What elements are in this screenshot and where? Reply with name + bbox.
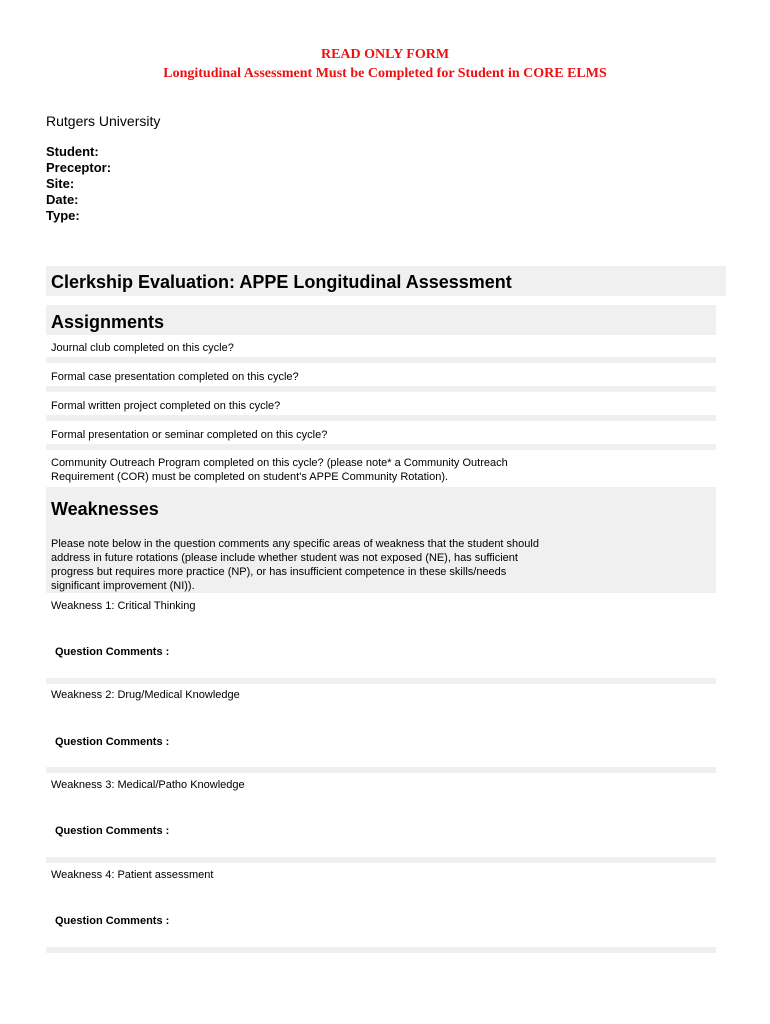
assignment-question: Formal presentation or seminar completed on this cycle?: [51, 429, 328, 441]
question-comments-label: Question Comments :: [55, 736, 170, 748]
question-comments-label: Question Comments :: [55, 646, 170, 658]
weaknesses-section-header: [46, 487, 716, 593]
divider: [46, 947, 716, 953]
date-label: Date:: [46, 192, 79, 207]
divider: [46, 386, 716, 392]
question-comments-label: Question Comments :: [55, 915, 170, 927]
divider: [46, 857, 716, 863]
student-label: Student:: [46, 144, 99, 159]
evaluation-title-bar: [46, 266, 726, 296]
question-comments-label: Question Comments :: [55, 825, 170, 837]
weakness-item: Weakness 2: Drug/Medical Knowledge: [51, 689, 240, 701]
institution-name: Rutgers University: [46, 113, 161, 129]
completion-notice: Longitudinal Assessment Must be Completed for Student in CORE ELMS: [163, 66, 607, 81]
divider: [46, 444, 716, 450]
assignment-question: Journal club completed on this cycle?: [51, 342, 234, 354]
evaluation-meta: [46, 144, 111, 224]
weaknesses-instructions: Please note below in the question comments any specific areas of weakness that the student should address in future rotations (please include whether student was not exposed (NE), has sufficient progress but requires more practice (NP), or has insufficient competence in these skills/needs significant improvement (NI)).: [51, 538, 539, 592]
assignments-title: Assignments: [51, 312, 165, 332]
weakness-item: Weakness 1: Critical Thinking: [51, 600, 196, 612]
divider: [46, 678, 716, 684]
assignment-question: Formal written project completed on this cycle?: [51, 400, 281, 412]
divider: [46, 767, 716, 773]
assignments-section-header: [46, 305, 716, 335]
weakness-item: Weakness 3: Medical/Patho Knowledge: [51, 779, 245, 791]
evaluation-title: Clerkship Evaluation: APPE Longitudinal Assessment: [51, 272, 512, 292]
weakness-item: Weakness 4: Patient assessment: [51, 869, 214, 881]
divider: [46, 415, 716, 421]
type-label: Type:: [46, 208, 80, 223]
preceptor-label: Preceptor:: [46, 160, 112, 175]
read-only-heading: READ ONLY FORM: [320, 47, 450, 62]
weaknesses-title: Weaknesses: [51, 499, 159, 519]
assignment-question: Community Outreach Program completed on this cycle? (please note* a Community Outreach Requirement (COR) must be completed on student's APPE Community Rotation).: [51, 457, 508, 483]
site-label: Site:: [46, 176, 75, 191]
divider: [46, 357, 716, 363]
assignment-question: Formal case presentation completed on this cycle?: [51, 371, 299, 383]
